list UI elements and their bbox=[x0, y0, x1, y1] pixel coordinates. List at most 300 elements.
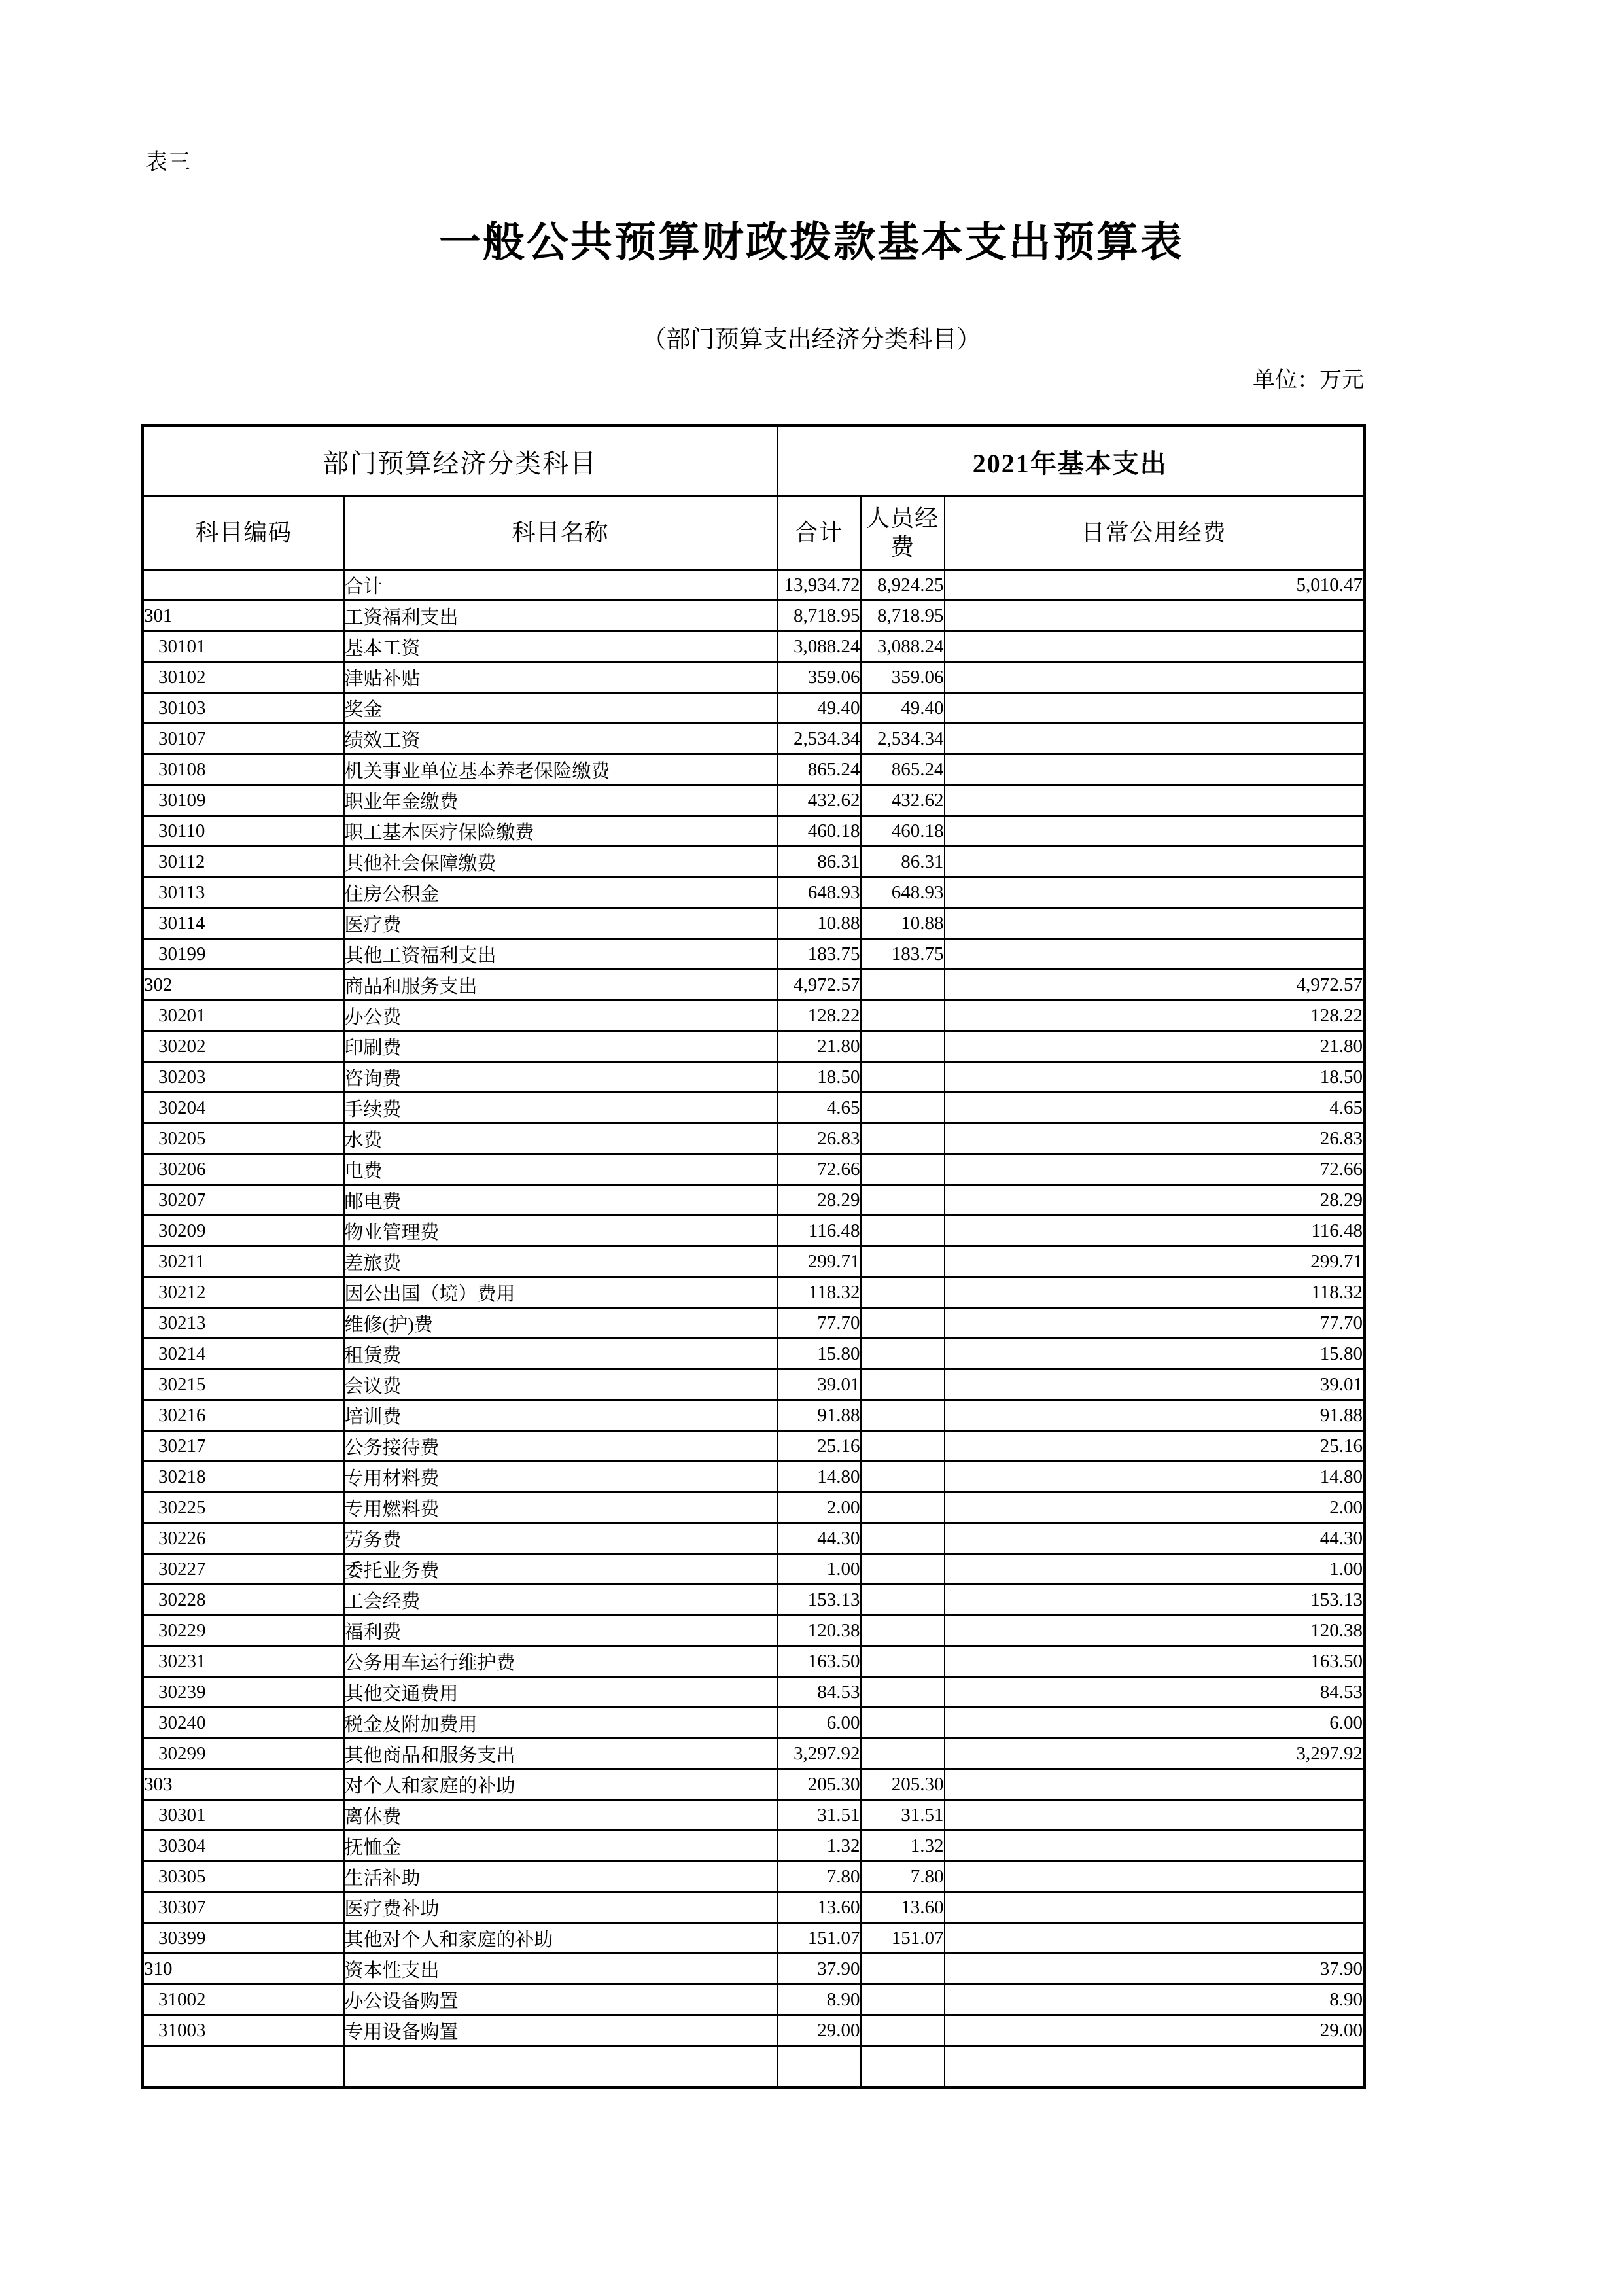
cell-daily: 29.00 bbox=[945, 2015, 1365, 2046]
cell-daily: 116.48 bbox=[945, 1216, 1365, 1246]
cell-subject-code: 30228 bbox=[143, 1585, 344, 1616]
cell-personnel bbox=[861, 1492, 945, 1523]
cell-personnel bbox=[861, 1185, 945, 1216]
cell-daily bbox=[945, 785, 1365, 816]
cell-daily bbox=[945, 1862, 1365, 1892]
cell-personnel bbox=[861, 1031, 945, 1062]
sheet-label: 表三 bbox=[145, 150, 191, 175]
cell-personnel: 205.30 bbox=[861, 1769, 945, 1800]
cell-total: 359.06 bbox=[777, 662, 861, 693]
cell-total: 15.80 bbox=[777, 1339, 861, 1369]
table-row bbox=[143, 1123, 1365, 1154]
table-body bbox=[143, 570, 1365, 2088]
cell-personnel bbox=[861, 1277, 945, 1308]
cell-subject-code: 30399 bbox=[143, 1923, 344, 1954]
cell-total: 26.83 bbox=[777, 1123, 861, 1154]
cell-total: 28.29 bbox=[777, 1185, 861, 1216]
cell-subject-name: 其他对个人和家庭的补助 bbox=[344, 1923, 777, 1954]
cell-total: 31.51 bbox=[777, 1800, 861, 1831]
cell-subject-code: 30212 bbox=[143, 1277, 344, 1308]
cell-daily bbox=[945, 631, 1365, 662]
cell-subject-code: 30304 bbox=[143, 1831, 344, 1862]
cell-subject-code: 301 bbox=[143, 601, 344, 631]
cell-total: 7.80 bbox=[777, 1862, 861, 1892]
cell-total: 91.88 bbox=[777, 1400, 861, 1431]
table-row bbox=[143, 1308, 1365, 1339]
cell-subject-code: 30112 bbox=[143, 847, 344, 877]
cell-total: 84.53 bbox=[777, 1677, 861, 1708]
cell-personnel: 1.32 bbox=[861, 1831, 945, 1862]
cell-total: 163.50 bbox=[777, 1646, 861, 1677]
table-row bbox=[143, 601, 1365, 631]
table-row bbox=[143, 1646, 1365, 1677]
cell-subject-code: 30211 bbox=[143, 1246, 344, 1277]
cell-subject-code: 30216 bbox=[143, 1400, 344, 1431]
unit-note: 单位：万元 bbox=[1253, 368, 1364, 393]
cell-subject-code: 30307 bbox=[143, 1892, 344, 1923]
cell-daily bbox=[945, 1769, 1365, 1800]
table-row bbox=[143, 1892, 1365, 1923]
cell-daily: 77.70 bbox=[945, 1308, 1365, 1339]
cell-total: 120.38 bbox=[777, 1616, 861, 1646]
cell-total: 86.31 bbox=[777, 847, 861, 877]
cell-personnel: 86.31 bbox=[861, 847, 945, 877]
header-col-personnel: 人员经费 bbox=[861, 496, 945, 570]
cell-daily bbox=[945, 939, 1365, 970]
cell-personnel bbox=[861, 1000, 945, 1031]
cell-daily bbox=[945, 724, 1365, 754]
table-row bbox=[143, 1616, 1365, 1646]
table-row bbox=[143, 1708, 1365, 1739]
cell-personnel: 8,924.25 bbox=[861, 570, 945, 601]
cell-subject-name: 绩效工资 bbox=[344, 724, 777, 754]
cell-subject-name: 咨询费 bbox=[344, 1062, 777, 1093]
budget-table-container bbox=[141, 424, 1363, 2089]
cell-daily bbox=[945, 1923, 1365, 1954]
cell-total: 183.75 bbox=[777, 939, 861, 970]
cell-total: 2.00 bbox=[777, 1492, 861, 1523]
cell-daily: 14.80 bbox=[945, 1462, 1365, 1492]
cell-subject-name: 培训费 bbox=[344, 1400, 777, 1431]
cell-personnel: 3,088.24 bbox=[861, 631, 945, 662]
cell-total: 72.66 bbox=[777, 1154, 861, 1185]
cell-subject-code: 30199 bbox=[143, 939, 344, 970]
cell-daily: 1.00 bbox=[945, 1554, 1365, 1585]
cell-subject-name: 奖金 bbox=[344, 693, 777, 724]
cell-total: 460.18 bbox=[777, 816, 861, 847]
cell-total: 118.32 bbox=[777, 1277, 861, 1308]
table-row bbox=[143, 1862, 1365, 1892]
cell-personnel bbox=[861, 1523, 945, 1554]
cell-daily: 120.38 bbox=[945, 1616, 1365, 1646]
cell-total: 21.80 bbox=[777, 1031, 861, 1062]
cell-subject-name: 其他交通费用 bbox=[344, 1677, 777, 1708]
cell-personnel bbox=[861, 1616, 945, 1646]
table-row bbox=[143, 1369, 1365, 1400]
budget-table bbox=[141, 424, 1366, 2089]
cell-personnel bbox=[861, 2046, 945, 2088]
cell-subject-code: 30206 bbox=[143, 1154, 344, 1185]
cell-daily bbox=[945, 1892, 1365, 1923]
cell-daily: 25.16 bbox=[945, 1431, 1365, 1462]
cell-subject-name: 离休费 bbox=[344, 1800, 777, 1831]
table-row bbox=[143, 970, 1365, 1000]
cell-daily bbox=[945, 908, 1365, 939]
page-title: 一般公共预算财政拨款基本支出预算表 bbox=[439, 219, 1184, 266]
cell-daily: 15.80 bbox=[945, 1339, 1365, 1369]
cell-total: 29.00 bbox=[777, 2015, 861, 2046]
cell-subject-name: 津贴补贴 bbox=[344, 662, 777, 693]
cell-subject-name: 维修(护)费 bbox=[344, 1308, 777, 1339]
cell-personnel: 460.18 bbox=[861, 816, 945, 847]
cell-daily bbox=[945, 877, 1365, 908]
cell-subject-name: 电费 bbox=[344, 1154, 777, 1185]
cell-total: 13,934.72 bbox=[777, 570, 861, 601]
cell-personnel: 10.88 bbox=[861, 908, 945, 939]
cell-personnel bbox=[861, 1154, 945, 1185]
cell-daily: 21.80 bbox=[945, 1031, 1365, 1062]
cell-total: 2,534.34 bbox=[777, 724, 861, 754]
cell-total: 14.80 bbox=[777, 1462, 861, 1492]
cell-total: 8,718.95 bbox=[777, 601, 861, 631]
cell-daily: 84.53 bbox=[945, 1677, 1365, 1708]
cell-subject-code: 30110 bbox=[143, 816, 344, 847]
cell-personnel: 49.40 bbox=[861, 693, 945, 724]
cell-subject-name: 水费 bbox=[344, 1123, 777, 1154]
cell-total: 39.01 bbox=[777, 1369, 861, 1400]
cell-subject-code: 30305 bbox=[143, 1862, 344, 1892]
cell-daily: 18.50 bbox=[945, 1062, 1365, 1093]
cell-personnel bbox=[861, 1308, 945, 1339]
cell-total: 4,972.57 bbox=[777, 970, 861, 1000]
cell-total: 865.24 bbox=[777, 754, 861, 785]
cell-subject-code: 30114 bbox=[143, 908, 344, 939]
cell-subject-name: 专用材料费 bbox=[344, 1462, 777, 1492]
cell-subject-name: 办公设备购置 bbox=[344, 1985, 777, 2015]
table-row bbox=[143, 908, 1365, 939]
cell-daily: 37.90 bbox=[945, 1954, 1365, 1985]
table-row bbox=[143, 1462, 1365, 1492]
cell-personnel: 2,534.34 bbox=[861, 724, 945, 754]
cell-subject-name: 劳务费 bbox=[344, 1523, 777, 1554]
table-row bbox=[143, 939, 1365, 970]
table-row bbox=[143, 1062, 1365, 1093]
cell-subject-name: 其他社会保障缴费 bbox=[344, 847, 777, 877]
table-header-column-row bbox=[143, 496, 1365, 570]
cell-personnel bbox=[861, 1123, 945, 1154]
cell-daily bbox=[945, 1831, 1365, 1862]
cell-personnel bbox=[861, 1062, 945, 1093]
cell-personnel bbox=[861, 1585, 945, 1616]
cell-personnel bbox=[861, 2015, 945, 2046]
cell-subject-name: 医疗费补助 bbox=[344, 1892, 777, 1923]
cell-subject-name: 工资福利支出 bbox=[344, 601, 777, 631]
cell-personnel: 13.60 bbox=[861, 1892, 945, 1923]
cell-total: 13.60 bbox=[777, 1892, 861, 1923]
cell-personnel bbox=[861, 1646, 945, 1677]
cell-daily: 91.88 bbox=[945, 1400, 1365, 1431]
cell-daily bbox=[945, 601, 1365, 631]
table-row bbox=[143, 816, 1365, 847]
cell-subject-code: 30108 bbox=[143, 754, 344, 785]
cell-total: 37.90 bbox=[777, 1954, 861, 1985]
cell-daily bbox=[945, 847, 1365, 877]
table-row bbox=[143, 1277, 1365, 1308]
cell-daily: 118.32 bbox=[945, 1277, 1365, 1308]
table-row bbox=[143, 724, 1365, 754]
table-row bbox=[143, 1400, 1365, 1431]
cell-subject-code: 30203 bbox=[143, 1062, 344, 1093]
cell-personnel: 432.62 bbox=[861, 785, 945, 816]
table-row bbox=[143, 1739, 1365, 1769]
table-row bbox=[143, 1031, 1365, 1062]
cell-subject-name: 其他商品和服务支出 bbox=[344, 1739, 777, 1769]
cell-total: 44.30 bbox=[777, 1523, 861, 1554]
table-row bbox=[143, 754, 1365, 785]
cell-total: 153.13 bbox=[777, 1585, 861, 1616]
table-row bbox=[143, 785, 1365, 816]
cell-daily: 26.83 bbox=[945, 1123, 1365, 1154]
cell-total: 205.30 bbox=[777, 1769, 861, 1800]
cell-subject-code: 30229 bbox=[143, 1616, 344, 1646]
cell-daily bbox=[945, 1800, 1365, 1831]
table-row-blank bbox=[143, 2046, 1365, 2088]
cell-daily: 44.30 bbox=[945, 1523, 1365, 1554]
cell-personnel bbox=[861, 1677, 945, 1708]
cell-daily: 299.71 bbox=[945, 1246, 1365, 1277]
cell-subject-code: 30301 bbox=[143, 1800, 344, 1831]
cell-total: 128.22 bbox=[777, 1000, 861, 1031]
table-row bbox=[143, 1154, 1365, 1185]
table-row bbox=[143, 1985, 1365, 2015]
cell-daily: 5,010.47 bbox=[945, 570, 1365, 601]
cell-subject-name: 机关事业单位基本养老保险缴费 bbox=[344, 754, 777, 785]
table-row bbox=[143, 1431, 1365, 1462]
table-row bbox=[143, 877, 1365, 908]
cell-personnel bbox=[861, 1431, 945, 1462]
header-col-daily: 日常公用经费 bbox=[945, 496, 1365, 570]
cell-subject-code: 30215 bbox=[143, 1369, 344, 1400]
cell-total: 77.70 bbox=[777, 1308, 861, 1339]
cell-subject-code: 30207 bbox=[143, 1185, 344, 1216]
table-row bbox=[143, 1769, 1365, 1800]
cell-total: 8.90 bbox=[777, 1985, 861, 2015]
cell-subject-name: 商品和服务支出 bbox=[344, 970, 777, 1000]
cell-subject-code: 30227 bbox=[143, 1554, 344, 1585]
cell-subject-name: 资本性支出 bbox=[344, 1954, 777, 1985]
cell-subject-name: 对个人和家庭的补助 bbox=[344, 1769, 777, 1800]
cell-personnel bbox=[861, 970, 945, 1000]
cell-subject-code: 30101 bbox=[143, 631, 344, 662]
cell-daily: 128.22 bbox=[945, 1000, 1365, 1031]
table-row bbox=[143, 1000, 1365, 1031]
cell-daily: 3,297.92 bbox=[945, 1739, 1365, 1769]
cell-subject-name: 合计 bbox=[344, 570, 777, 601]
cell-personnel bbox=[861, 1708, 945, 1739]
cell-total: 151.07 bbox=[777, 1923, 861, 1954]
cell-subject-name bbox=[344, 2046, 777, 2088]
cell-personnel: 359.06 bbox=[861, 662, 945, 693]
cell-subject-name: 会议费 bbox=[344, 1369, 777, 1400]
cell-subject-code: 30231 bbox=[143, 1646, 344, 1677]
cell-subject-name: 生活补助 bbox=[344, 1862, 777, 1892]
cell-personnel bbox=[861, 1954, 945, 1985]
cell-subject-code: 30213 bbox=[143, 1308, 344, 1339]
table-row bbox=[143, 1492, 1365, 1523]
cell-personnel: 7.80 bbox=[861, 1862, 945, 1892]
cell-subject-code: 30103 bbox=[143, 693, 344, 724]
cell-daily: 153.13 bbox=[945, 1585, 1365, 1616]
cell-daily bbox=[945, 662, 1365, 693]
cell-subject-name: 专用燃料费 bbox=[344, 1492, 777, 1523]
cell-subject-code: 30113 bbox=[143, 877, 344, 908]
cell-subject-name: 基本工资 bbox=[344, 631, 777, 662]
table-row bbox=[143, 2015, 1365, 2046]
cell-subject-name: 医疗费 bbox=[344, 908, 777, 939]
table-row bbox=[143, 570, 1365, 601]
cell-personnel bbox=[861, 1246, 945, 1277]
cell-subject-code: 30102 bbox=[143, 662, 344, 693]
cell-subject-code: 30225 bbox=[143, 1492, 344, 1523]
cell-daily bbox=[945, 754, 1365, 785]
table-row bbox=[143, 1216, 1365, 1246]
cell-total: 648.93 bbox=[777, 877, 861, 908]
cell-subject-code: 30214 bbox=[143, 1339, 344, 1369]
table-row bbox=[143, 1800, 1365, 1831]
cell-personnel bbox=[861, 1554, 945, 1585]
cell-subject-code: 302 bbox=[143, 970, 344, 1000]
header-col-total: 合计 bbox=[777, 496, 861, 570]
cell-total: 10.88 bbox=[777, 908, 861, 939]
cell-subject-code: 31003 bbox=[143, 2015, 344, 2046]
cell-subject-code: 303 bbox=[143, 1769, 344, 1800]
cell-subject-name: 抚恤金 bbox=[344, 1831, 777, 1862]
cell-total: 49.40 bbox=[777, 693, 861, 724]
cell-total: 18.50 bbox=[777, 1062, 861, 1093]
cell-subject-name: 公务接待费 bbox=[344, 1431, 777, 1462]
cell-subject-name: 住房公积金 bbox=[344, 877, 777, 908]
cell-subject-code: 30240 bbox=[143, 1708, 344, 1739]
cell-personnel: 865.24 bbox=[861, 754, 945, 785]
cell-daily bbox=[945, 693, 1365, 724]
cell-total: 3,297.92 bbox=[777, 1739, 861, 1769]
cell-personnel bbox=[861, 1985, 945, 2015]
cell-total: 3,088.24 bbox=[777, 631, 861, 662]
table-row bbox=[143, 1093, 1365, 1123]
table-row bbox=[143, 1923, 1365, 1954]
cell-subject-name: 税金及附加费用 bbox=[344, 1708, 777, 1739]
cell-subject-code: 310 bbox=[143, 1954, 344, 1985]
cell-daily: 4,972.57 bbox=[945, 970, 1365, 1000]
table-row bbox=[143, 847, 1365, 877]
cell-subject-name: 委托业务费 bbox=[344, 1554, 777, 1585]
cell-personnel: 648.93 bbox=[861, 877, 945, 908]
table-row bbox=[143, 1831, 1365, 1862]
cell-total: 116.48 bbox=[777, 1216, 861, 1246]
cell-total: 299.71 bbox=[777, 1246, 861, 1277]
table-header-group-row bbox=[143, 426, 1365, 497]
cell-daily: 39.01 bbox=[945, 1369, 1365, 1400]
cell-total: 1.00 bbox=[777, 1554, 861, 1585]
cell-subject-code: 30217 bbox=[143, 1431, 344, 1462]
cell-daily: 72.66 bbox=[945, 1154, 1365, 1185]
cell-personnel: 8,718.95 bbox=[861, 601, 945, 631]
cell-subject-code: 30107 bbox=[143, 724, 344, 754]
cell-total: 432.62 bbox=[777, 785, 861, 816]
cell-personnel bbox=[861, 1462, 945, 1492]
header-col-code: 科目编码 bbox=[143, 496, 344, 570]
cell-subject-name: 手续费 bbox=[344, 1093, 777, 1123]
cell-total: 4.65 bbox=[777, 1093, 861, 1123]
cell-subject-name: 职工基本医疗保险缴费 bbox=[344, 816, 777, 847]
cell-subject-code: 30239 bbox=[143, 1677, 344, 1708]
cell-personnel: 31.51 bbox=[861, 1800, 945, 1831]
cell-subject-code: 31002 bbox=[143, 1985, 344, 2015]
cell-subject-code: 30202 bbox=[143, 1031, 344, 1062]
cell-daily: 4.65 bbox=[945, 1093, 1365, 1123]
table-row bbox=[143, 1523, 1365, 1554]
cell-subject-name: 差旅费 bbox=[344, 1246, 777, 1277]
cell-total: 1.32 bbox=[777, 1831, 861, 1862]
cell-subject-name: 租赁费 bbox=[344, 1339, 777, 1369]
cell-subject-name: 专用设备购置 bbox=[344, 2015, 777, 2046]
cell-daily: 2.00 bbox=[945, 1492, 1365, 1523]
cell-daily bbox=[945, 2046, 1365, 2088]
cell-personnel bbox=[861, 1093, 945, 1123]
cell-subject-code: 30205 bbox=[143, 1123, 344, 1154]
cell-subject-code bbox=[143, 2046, 344, 2088]
cell-daily: 163.50 bbox=[945, 1646, 1365, 1677]
page-subtitle: （部门预算支出经济分类科目） bbox=[642, 327, 981, 353]
cell-daily: 8.90 bbox=[945, 1985, 1365, 2015]
cell-daily bbox=[945, 816, 1365, 847]
cell-subject-name: 印刷费 bbox=[344, 1031, 777, 1062]
cell-personnel bbox=[861, 1739, 945, 1769]
cell-subject-name: 职业年金缴费 bbox=[344, 785, 777, 816]
cell-subject-name: 物业管理费 bbox=[344, 1216, 777, 1246]
table-row bbox=[143, 693, 1365, 724]
cell-subject-code: 30218 bbox=[143, 1462, 344, 1492]
cell-daily: 28.29 bbox=[945, 1185, 1365, 1216]
table-row bbox=[143, 1677, 1365, 1708]
cell-daily: 6.00 bbox=[945, 1708, 1365, 1739]
table-row bbox=[143, 1554, 1365, 1585]
cell-subject-name: 其他工资福利支出 bbox=[344, 939, 777, 970]
table-row bbox=[143, 631, 1365, 662]
cell-subject-name: 福利费 bbox=[344, 1616, 777, 1646]
header-group-year-expenditure: 2021年基本支出 bbox=[777, 426, 1365, 497]
cell-total bbox=[777, 2046, 861, 2088]
cell-personnel bbox=[861, 1339, 945, 1369]
cell-total: 25.16 bbox=[777, 1431, 861, 1462]
cell-subject-name: 邮电费 bbox=[344, 1185, 777, 1216]
cell-subject-code: 30204 bbox=[143, 1093, 344, 1123]
table-row bbox=[143, 1185, 1365, 1216]
cell-personnel: 183.75 bbox=[861, 939, 945, 970]
cell-subject-code: 30226 bbox=[143, 1523, 344, 1554]
table-row bbox=[143, 662, 1365, 693]
table-head bbox=[143, 426, 1365, 570]
cell-personnel: 151.07 bbox=[861, 1923, 945, 1954]
cell-subject-code: 30109 bbox=[143, 785, 344, 816]
header-col-name: 科目名称 bbox=[344, 496, 777, 570]
header-group-subject: 部门预算经济分类科目 bbox=[143, 426, 777, 497]
cell-subject-name: 因公出国（境）费用 bbox=[344, 1277, 777, 1308]
cell-personnel bbox=[861, 1400, 945, 1431]
cell-subject-name: 公务用车运行维护费 bbox=[344, 1646, 777, 1677]
cell-subject-name: 办公费 bbox=[344, 1000, 777, 1031]
cell-subject-code: 30209 bbox=[143, 1216, 344, 1246]
